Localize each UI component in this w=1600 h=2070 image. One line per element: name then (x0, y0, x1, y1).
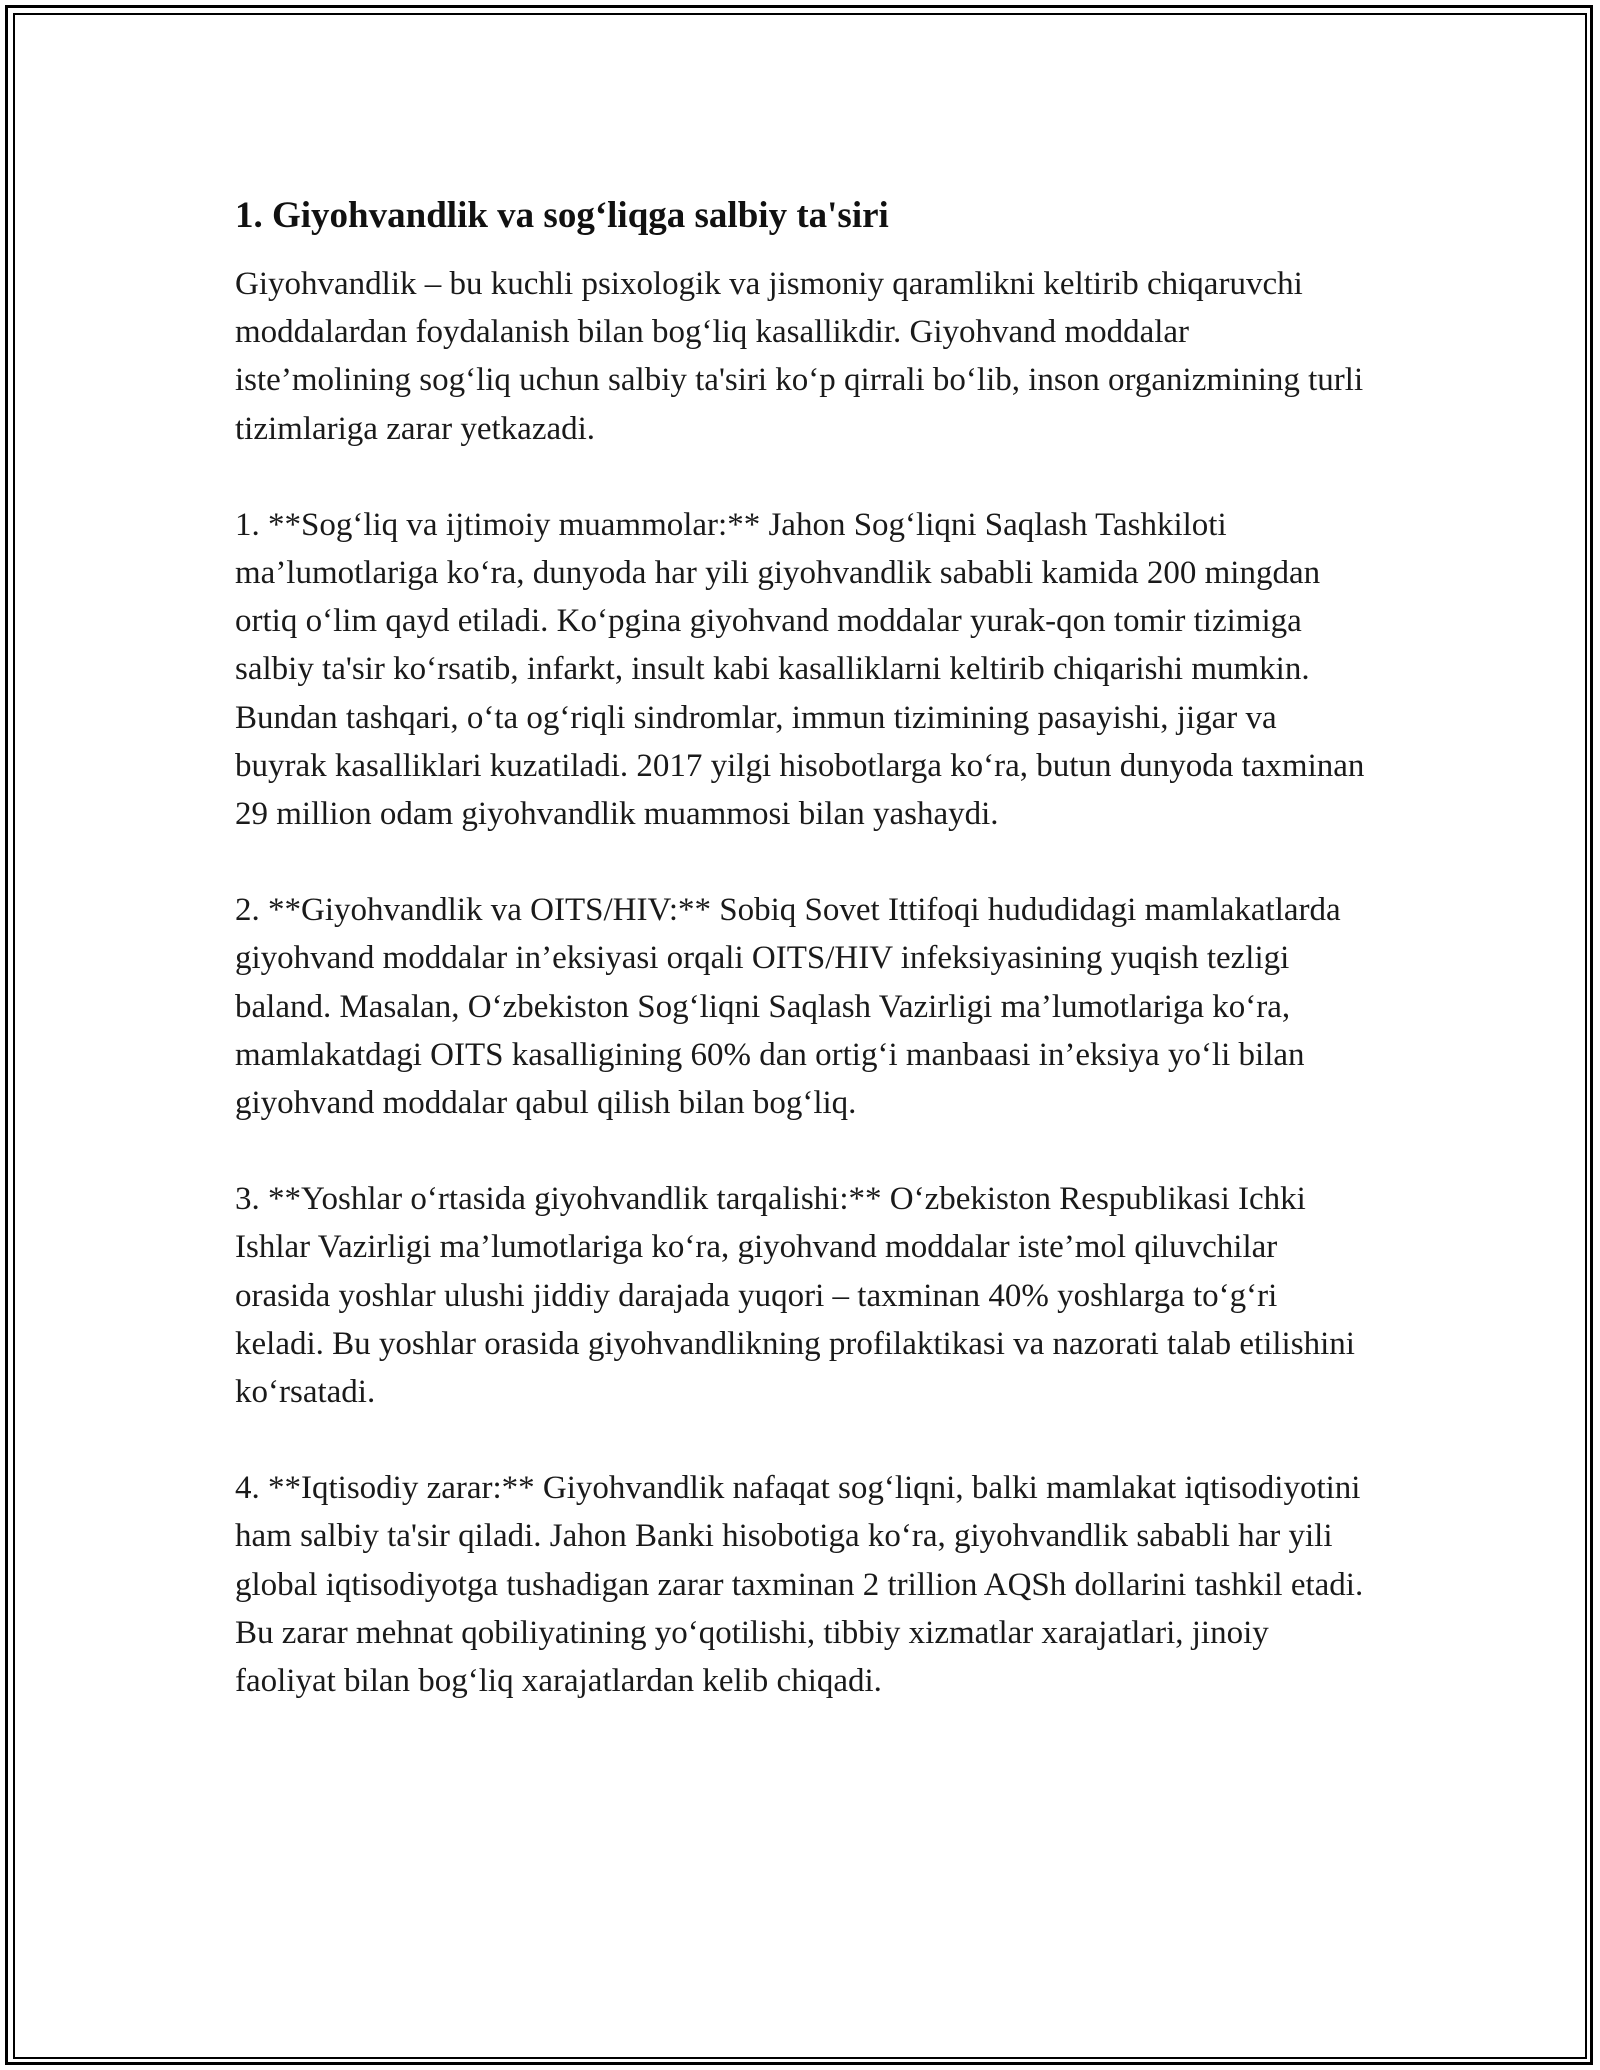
document-heading: 1. Giyohvandlik va sog‘liqga salbiy ta'siri (235, 195, 889, 236)
paragraph-youth: 3. **Yoshlar o‘rtasida giyohvandlik tarqalishi:** O‘zbekiston Respublikasi Ichki Ishlar Vazirligi ma’lumotlariga ko‘ra, giyohvand moddalar iste’mol qiluvchilar orasida yoshlar ulushi jiddiy darajada yuqori – taxminan 40% yoshlarga to‘g‘ri keladi. Bu yoshlar orasida giyohvandlikning profilaktikasi va nazorati talab etilishini ko‘rsatadi. (235, 1181, 1355, 1411)
paragraph-hiv: 2. **Giyohvandlik va OITS/HIV:** Sobiq Sovet Ittifoqi hududidagi mamlakatlarda giyohvand moddalar in’eksiyasi orqali OITS/HIV infeksiyasining yuqish tezligi baland. Masalan, O‘zbekiston Sog‘liqni Saqlash Vazirligi ma’lumotlariga ko‘ra, mamlakatdagi OITS kasalligining 60% dan ortig‘i manbaasi in’eksiya yo‘li bilan giyohvand moddalar qabul qilish bilan bog‘liq. (235, 892, 1341, 1122)
document-body (235, 190, 1365, 1753)
intro-paragraph: Giyohvandlik – bu kuchli psixologik va jismoniy qaramlikni keltirib chiqaruvchi moddalardan foydalanish bilan bog‘liq kasallikdir. Giyohvand moddalar iste’molining sog‘liq uchun salbiy ta'siri ko‘p qirrali bo‘lib, inson organizmining turli tizimlariga zarar yetkazadi. (235, 266, 1364, 447)
paragraph-health-social: 1. **Sog‘liq va ijtimoiy muammolar:** Jahon Sog‘liqni Saqlash Tashkiloti ma’lumotlariga ko‘ra, dunyoda har yili giyohvandlik sababli kamida 200 mingdan ortiq o‘lim qayd etiladi. Ko‘pgina giyohvand moddalar yurak-qon tomir tizimiga salbiy ta'sir ko‘rsatib, infarkt, insult kabi kasalliklarni keltirib chiqarishi mumkin. Bundan tashqari, o‘ta og‘riqli sindromlar, immun tizimining pasayishi, jigar va buyrak kasalliklari kuzatiladi. 2017 yilgi hisobotlarga ko‘ra, butun dunyoda taxminan 29 million odam giyohvandlik muammosi bilan yashaydi. (235, 506, 1365, 833)
paragraph-economic: 4. **Iqtisodiy zarar:** Giyohvandlik nafaqat sog‘liqni, balki mamlakat iqtisodiyotini ham salbiy ta'sir qiladi. Jahon Banki hisobotiga ko‘ra, giyohvandlik sababli har yili global iqtisodiyotga tushadigan zarar taxminan 2 trillion AQSh dollarini tashkil etadi. Bu zarar mehnat qobiliyatining yo‘qotilishi, tibbiy xizmatlar xarajatlari, jinoiy faoliyat bilan bog‘liq xarajatlardan kelib chiqadi. (235, 1470, 1364, 1700)
